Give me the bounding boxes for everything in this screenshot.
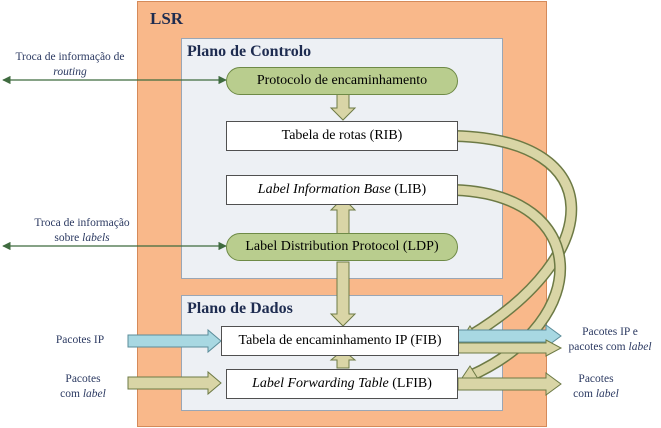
ldp-to-lfib-arrow [331,262,355,326]
mixed-packets-out-arrow [458,325,561,356]
lib-label-italic: Label Information Base [257,182,391,197]
label-exchange-line1: Troca de informação [34,217,130,229]
lib-to-lfib-curve [455,190,560,384]
rib-label: Tabela de rotas (RIB) [281,128,403,143]
ip-packets-in-label: Pacotes IP [55,334,105,346]
label-exchange-label [22,216,142,246]
routing-protocol-label: Protocolo de encaminhamento [256,73,428,88]
label-exchange-line2: sobre labels [54,232,110,244]
routing-exchange-line2: routing [53,66,87,78]
lfib-node [226,369,458,399]
fib-node [221,326,459,356]
rib-node [226,121,458,151]
routing-exchange-label [5,50,135,80]
routing-exchange-line1: Troca de informação de [15,51,125,63]
control-plane-title: Plano de Controlo [187,43,312,60]
lfib-label-suffix: (LFIB) [388,376,432,391]
data-plane-title: Plano de Dados [187,300,293,317]
ldp-label: Label Distribution Protocol (LDP) [245,239,439,254]
routing-protocol-node [226,67,458,95]
ip-packets-in-arrow [128,330,221,352]
lsr-title: LSR [150,9,184,28]
lfib-label-italic: Label Forwarding Table [252,376,389,391]
lib-node [226,175,458,205]
labeled-packets-in-arrow [128,372,221,394]
routing-to-rib-arrow [331,94,355,120]
ldp-node [226,233,458,261]
labeled-packets-in-label: Pacotes com label [60,373,106,400]
labeled-packets-out-label: Pacotes com label [573,373,619,400]
fib-label: Tabela de encaminhamento IP (FIB) [238,333,442,348]
lib-label-suffix: (LIB) [390,182,427,197]
mixed-packets-out-label: Pacotes IP e pacotes com label [568,326,652,353]
